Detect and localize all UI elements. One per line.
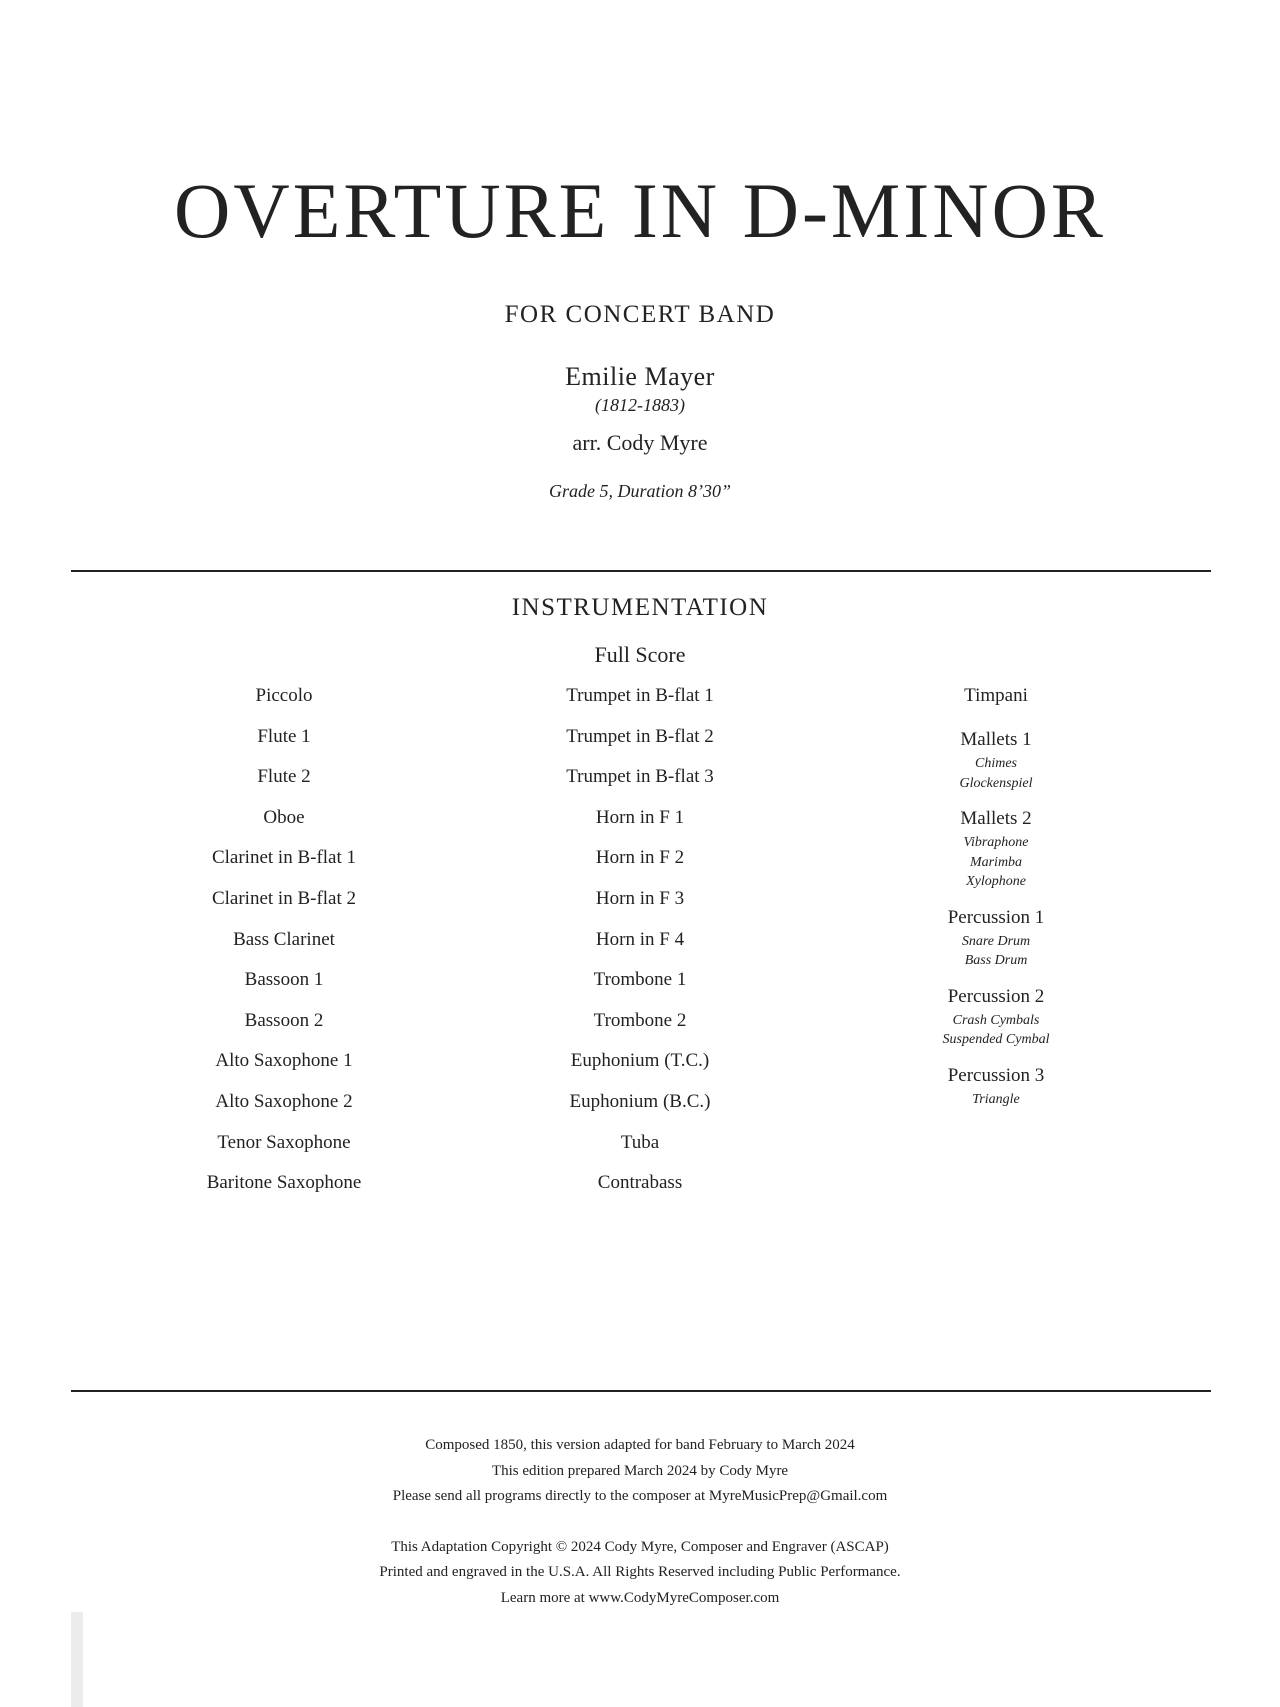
instrument-item: Mallets 1 bbox=[960, 729, 1032, 750]
instrument-item: Clarinet in B-flat 2 bbox=[211, 887, 357, 909]
instrument-item: Contrabass bbox=[597, 1172, 683, 1194]
instrument-item: Bass Clarinet bbox=[233, 928, 335, 950]
instrument-item: Trumpet in B-flat 2 bbox=[566, 725, 714, 747]
percussion-sub-instrument: Bass Drum bbox=[964, 953, 1028, 968]
arranger-credit: arr. Cody Myre bbox=[572, 430, 708, 455]
instrument-column-percussion bbox=[836, 686, 1156, 1125]
instrument-item: Percussion 2 bbox=[947, 985, 1045, 1007]
instrument-item: Flute 1 bbox=[257, 725, 311, 747]
instrument-item: Mallets 2 bbox=[960, 808, 1032, 829]
percussion-sub-instrument: Snare Drum bbox=[961, 933, 1031, 949]
top-divider bbox=[71, 570, 1211, 572]
instrument-item: Bassoon 2 bbox=[244, 1009, 324, 1031]
instrument-item: Bassoon 1 bbox=[244, 969, 324, 991]
footer-line: This edition prepared March 2024 by Cody Myre bbox=[491, 1462, 789, 1479]
footer-notes bbox=[0, 1433, 1280, 1611]
percussion-sub-instrument: Chimes bbox=[975, 756, 1017, 771]
instrument-item: Tuba bbox=[620, 1131, 660, 1153]
percussion-sub-instrument: Xylophone bbox=[966, 874, 1026, 889]
instrument-item: Baritone Saxophone bbox=[206, 1172, 362, 1194]
footer-line: Printed and engraved in the U.S.A. All Rights Reserved including Public Performance. bbox=[379, 1564, 901, 1580]
percussion-sub-instrument: Marimba bbox=[969, 854, 1023, 870]
percussion-sub-instrument: Vibraphone bbox=[963, 835, 1029, 850]
instrument-item: Horn in F 3 bbox=[595, 887, 685, 909]
percussion-group bbox=[836, 730, 1156, 793]
instrument-item: Horn in F 2 bbox=[595, 847, 685, 869]
percussion-sub-instrument: Suspended Cymbal bbox=[942, 1032, 1050, 1047]
instrument-column-woodwinds bbox=[124, 686, 444, 1214]
instrument-item: Percussion 1 bbox=[947, 906, 1045, 928]
percussion-group bbox=[836, 686, 1156, 706]
instrument-item: Percussion 3 bbox=[947, 1064, 1045, 1086]
instrument-item: Trombone 2 bbox=[593, 1009, 687, 1031]
instrument-item: Trombone 1 bbox=[593, 969, 687, 991]
instrument-item: Timpani bbox=[964, 685, 1028, 706]
instrumentation-heading: INSTRUMENTATION bbox=[511, 594, 769, 621]
instrument-item: Euphonium (T.C.) bbox=[570, 1050, 710, 1072]
instrument-item: Alto Saxophone 2 bbox=[215, 1090, 353, 1112]
subtitle: FOR CONCERT BAND bbox=[504, 301, 776, 328]
percussion-group bbox=[836, 908, 1156, 971]
full-score-label: Full Score bbox=[594, 642, 686, 667]
instrument-item: Piccolo bbox=[255, 685, 313, 706]
footer-spacer bbox=[0, 1510, 1280, 1535]
instrument-item: Horn in F 4 bbox=[595, 928, 685, 950]
percussion-sub-instrument: Glockenspiel bbox=[959, 775, 1033, 791]
footer-line: Please send all programs directly to the composer at MyreMusicPrep@Gmail.com bbox=[392, 1488, 888, 1504]
page-title: OVERTURE IN D-MINOR bbox=[174, 167, 1106, 254]
instrument-item: Trumpet in B-flat 1 bbox=[566, 685, 714, 706]
instrument-item: Flute 2 bbox=[257, 766, 311, 788]
page-edge-mark bbox=[71, 1612, 83, 1707]
instrument-item: Tenor Saxophone bbox=[217, 1131, 351, 1153]
percussion-group bbox=[836, 809, 1156, 892]
instrument-column-brass bbox=[480, 686, 800, 1214]
footer-line: This Adaptation Copyright © 2024 Cody Myre, Composer and Engraver (ASCAP) bbox=[391, 1538, 889, 1555]
bottom-divider bbox=[71, 1390, 1211, 1392]
instrument-item: Alto Saxophone 1 bbox=[215, 1050, 353, 1072]
instrument-item: Oboe bbox=[263, 806, 305, 828]
composer-dates: (1812-1883) bbox=[595, 395, 685, 415]
percussion-sub-instrument: Crash Cymbals bbox=[952, 1012, 1040, 1028]
percussion-group bbox=[836, 987, 1156, 1050]
percussion-group bbox=[836, 1066, 1156, 1110]
instrument-item: Euphonium (B.C.) bbox=[569, 1090, 711, 1112]
instrument-item: Clarinet in B-flat 1 bbox=[211, 847, 357, 869]
footer-line: Learn more at www.CodyMyreComposer.com bbox=[500, 1589, 780, 1606]
instrument-item: Horn in F 1 bbox=[595, 806, 685, 828]
footer-line: Composed 1850, this version adapted for band February to March 2024 bbox=[425, 1437, 855, 1453]
instrument-item: Trumpet in B-flat 3 bbox=[566, 766, 714, 788]
grade-duration: Grade 5, Duration 8’30” bbox=[548, 481, 731, 501]
percussion-sub-instrument: Triangle bbox=[972, 1091, 1020, 1107]
composer-name: Emilie Mayer bbox=[565, 362, 715, 391]
